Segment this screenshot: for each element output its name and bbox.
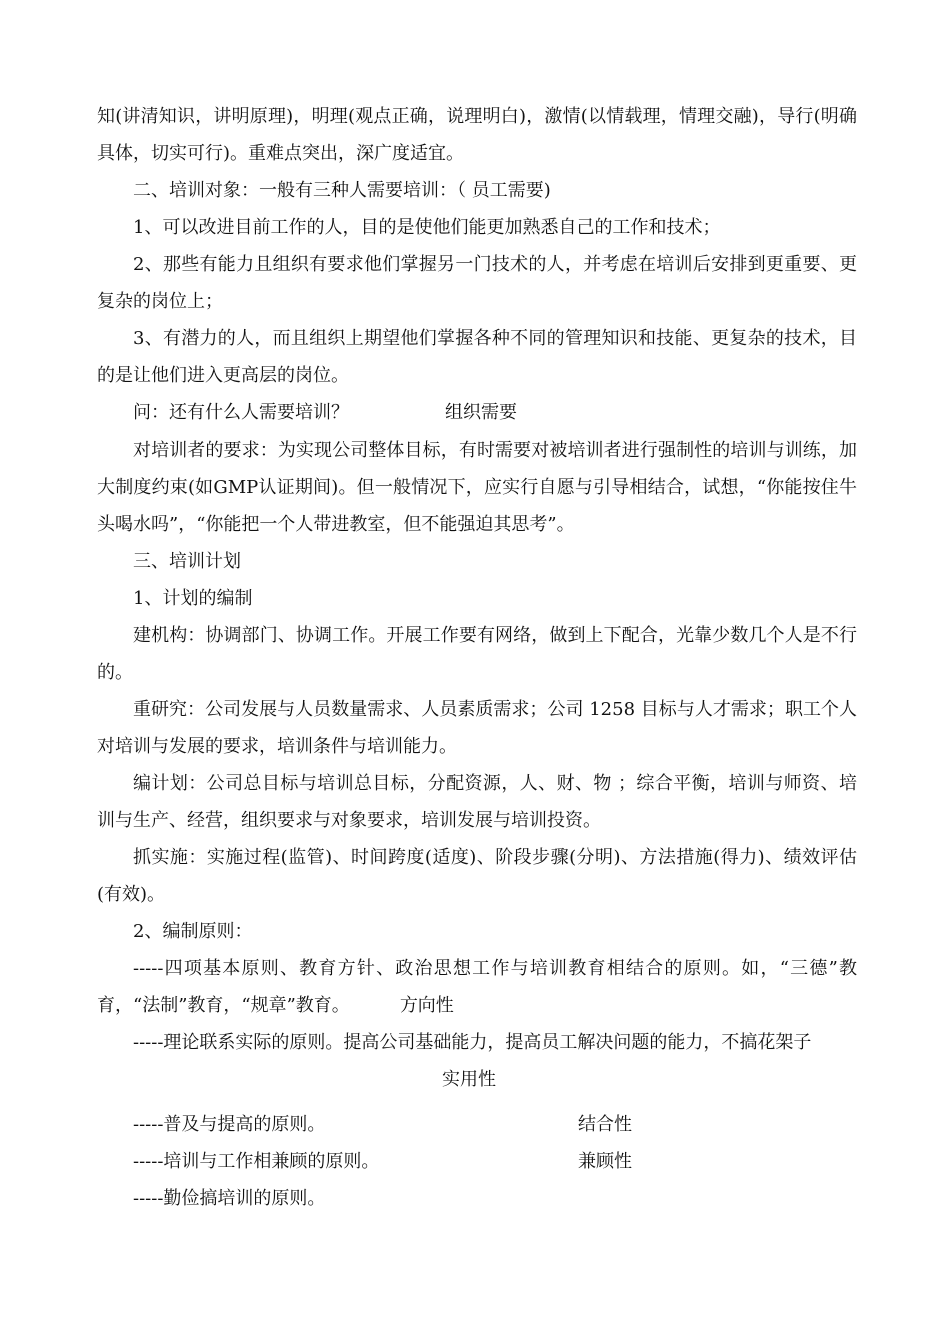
heading-text: 三、培训计划 (133, 551, 241, 572)
list-item-1 (97, 209, 857, 246)
list-item-2 (97, 246, 857, 320)
paragraph-make-plan (97, 765, 857, 839)
paragraph-text: 建机构：协调部门、协调工作。开展工作要有网络，做到上下配合，光靠少数几个人是不行的。 (97, 625, 857, 683)
list-item-3 (97, 320, 857, 394)
principle-text: -----四项基本原则、教育方针、政治思想工作与培训教育相结合的原则。如，“三德”教育，“法制”教育，“规章”教育。 (97, 958, 857, 1016)
principle-text: -----培训与工作相兼顾的原则。 (133, 1151, 380, 1172)
list-item-text: 1、可以改进目前工作的人，目的是使他们能更加熟悉自己的工作和技术； (133, 217, 721, 238)
principle-tag: 方向性 (399, 995, 454, 1016)
principle-text: -----理论联系实际的原则。提高公司基础能力，提高员工解决问题的能力，不搞花架子 (133, 1032, 812, 1053)
paragraph-teaching-principles (97, 98, 857, 172)
paragraph-text: 对培训者的要求：为实现公司整体目标，有时需要对被培训者进行强制性的培训与训练，加大制度约束(如GMP认证期间)。但一般情况下，应实行自愿与引导相结合，试想，“你能按住牛头喝水吗”，“你能把一个人带进教室，但不能强迫其思考”。 (97, 440, 857, 535)
question-tag: 组织需要 (445, 402, 517, 423)
heading-training-targets (97, 172, 857, 209)
paragraph-research (97, 691, 857, 765)
principle-direction (97, 950, 857, 1024)
list-item-text: 2、那些有能力且组织有要求他们掌握另一门技术的人，并考虑在培训后安排到更重要、更复杂的岗位上； (97, 254, 857, 312)
paragraph-text: 抓实施：实施过程(监管)、时间跨度(适度)、阶段步骤(分明)、方法措施(得力)、绩效评估(有效)。 (97, 847, 857, 905)
subheading-compilation-principles (97, 913, 857, 950)
principle-tag: 结合性 (578, 1114, 632, 1135)
paragraph-text: 编计划：公司总目标与培训总目标，分配资源，人、财、物 ；综合平衡，培训与师资、培训与生产、经营，组织要求与对象要求，培训发展与培训投资。 (97, 773, 857, 831)
principle-frugal (97, 1180, 857, 1217)
list-item-text: 3、有潜力的人，而且组织上期望他们掌握各种不同的管理知识和技能、更复杂的技术，目的是让他们进入更高层的岗位。 (97, 328, 857, 386)
paragraph-build-organization (97, 617, 857, 691)
question-line (97, 394, 857, 431)
principle-balance (97, 1143, 857, 1180)
principle-text: -----勤俭搞培训的原则。 (133, 1188, 326, 1209)
question-text: 问：还有什么人需要培训？ (133, 402, 349, 423)
principle-combination (97, 1106, 857, 1143)
subheading-text: 2、编制原则： (133, 921, 253, 942)
principle-practical (97, 1024, 857, 1061)
heading-training-plan (97, 543, 857, 580)
heading-text: 二、培训对象：一般有三种人需要培训：（ 员工需要) (133, 180, 551, 201)
principle-text: -----普及与提高的原则。 (133, 1114, 326, 1135)
paragraph-text: 知(讲清知识，讲明原理)，明理(观点正确，说理明白)，激情(以情载理，情理交融)，导行(明确具体，切实可行)。重难点突出，深广度适宜。 (97, 106, 857, 164)
principle-tag: 实用性 (442, 1069, 496, 1090)
principle-tag: 兼顾性 (578, 1151, 632, 1172)
subheading-text: 1、计划的编制 (133, 588, 253, 609)
paragraph-implementation (97, 839, 857, 913)
paragraph-trainer-requirements (97, 432, 857, 543)
subheading-plan-compilation (97, 580, 857, 617)
paragraph-text: 重研究：公司发展与人员数量需求、人员素质需求；公司 1258 目标与人才需求；职工个人对培训与发展的要求，培训条件与培训能力。 (97, 699, 857, 757)
